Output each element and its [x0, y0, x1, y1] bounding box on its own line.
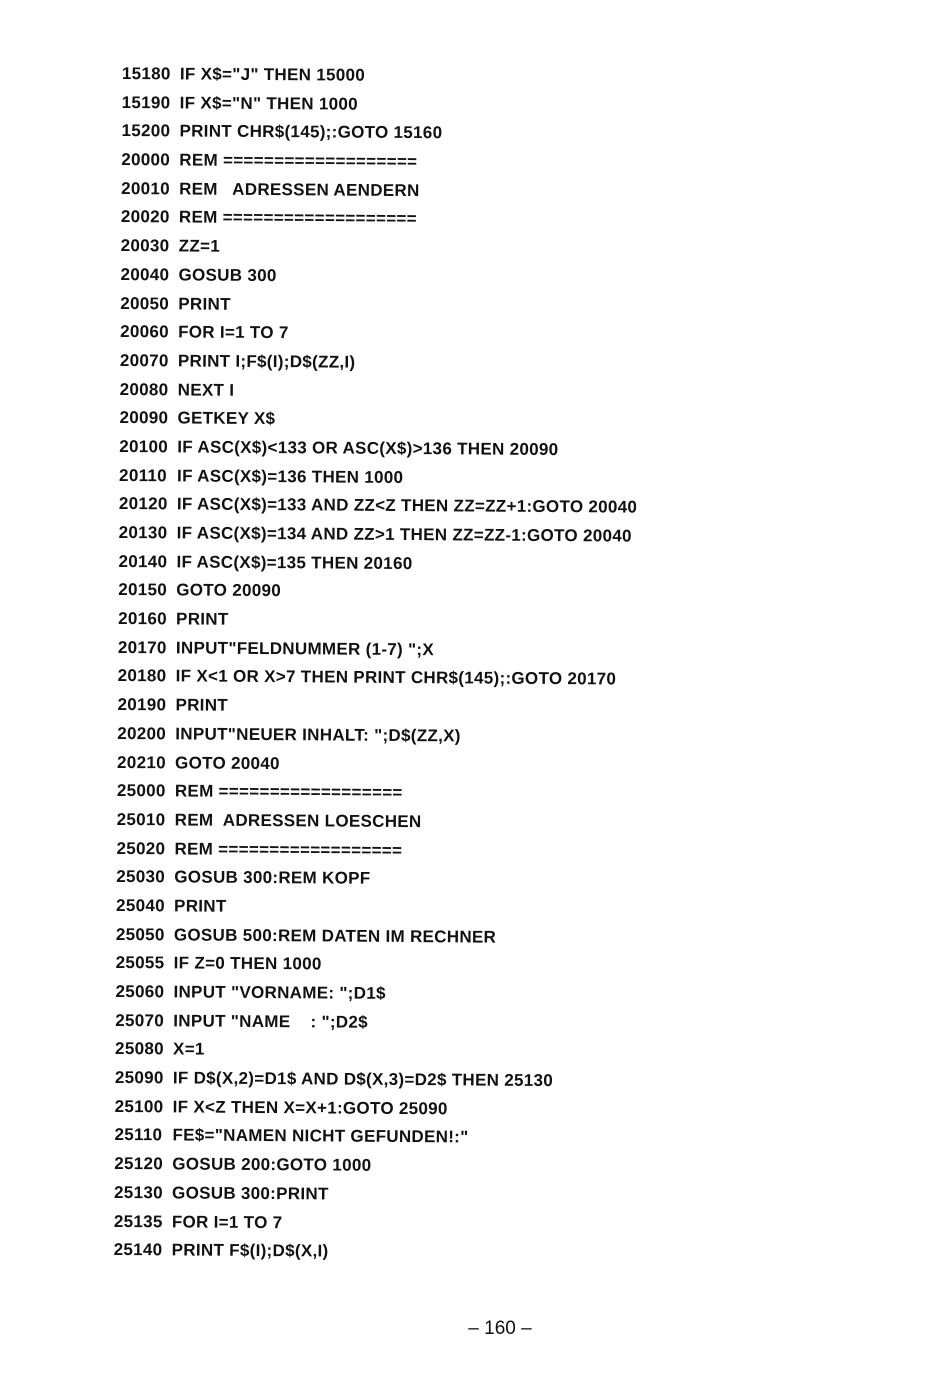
line-number: 25050 [115, 924, 165, 944]
line-number: 20160 [118, 609, 167, 629]
code-line [116, 892, 635, 924]
line-number: 20030 [120, 236, 170, 256]
line-number: 15190 [121, 92, 171, 113]
line-number: 20210 [117, 752, 166, 772]
line-number: 20180 [117, 666, 167, 686]
code-line [117, 748, 636, 780]
line-number: 20060 [120, 322, 169, 342]
line-number: 20070 [119, 350, 169, 371]
statement: GOSUB 300 [178, 265, 277, 285]
statement: IF ASC(X$)=133 AND ZZ<Z THEN ZZ=ZZ+1:GOTO 20040 [176, 494, 638, 517]
page-number: – 160 – [468, 1318, 532, 1339]
line-number: 20000 [121, 150, 171, 170]
line-number: 20080 [119, 379, 169, 399]
code-line [122, 60, 641, 92]
code-line [115, 1035, 634, 1067]
statement: IF ASC(X$)=136 THEN 1000 [177, 466, 404, 487]
statement: FE$="NAMEN NICHT GEFUNDEN!:" [172, 1125, 469, 1147]
line-number: 25030 [116, 867, 166, 887]
statement: REM ================== [174, 781, 403, 803]
code-line [122, 89, 641, 121]
code-line [115, 1007, 634, 1039]
line-number: 25070 [115, 1010, 165, 1031]
line-number: 25120 [114, 1154, 164, 1174]
statement: PRINT [176, 609, 229, 629]
code-line [116, 949, 635, 981]
line-number: 20190 [117, 695, 167, 715]
line-number: 15200 [121, 121, 171, 141]
statement: GOSUB 300:PRINT [172, 1183, 329, 1204]
line-number: 20090 [119, 408, 169, 428]
line-number: 25090 [114, 1068, 164, 1088]
statement: INPUT"FELDNUMMER (1-7) ";X [175, 638, 435, 659]
statement: GOSUB 300:REM KOPF [174, 867, 371, 889]
code-line [116, 921, 635, 953]
statement: PRINT [174, 896, 227, 916]
code-line [118, 576, 637, 608]
code-line [117, 777, 636, 809]
line-number: 25010 [116, 809, 166, 830]
line-number: 20100 [119, 436, 169, 457]
line-number: 20050 [120, 293, 170, 313]
code-line [118, 605, 637, 637]
code-line [121, 117, 640, 149]
code-line [117, 806, 636, 838]
line-number: 20010 [121, 178, 170, 199]
code-line [114, 1236, 633, 1268]
statement: GOSUB 200:GOTO 1000 [172, 1154, 372, 1175]
code-line [116, 863, 635, 895]
code-line [118, 662, 637, 694]
statement: PRINT [175, 695, 229, 715]
line-number: 25060 [115, 981, 165, 1002]
statement: IF ASC(X$)=134 AND ZZ>1 THEN ZZ=ZZ-1:GOTO 20040 [176, 523, 632, 546]
line-number: 20110 [119, 465, 168, 485]
line-number: 25020 [116, 838, 166, 858]
line-number: 20150 [118, 580, 168, 600]
statement: INPUT"NEUER INHALT: ";D$(ZZ,X) [175, 724, 461, 746]
statement: PRINT CHR$(145);:GOTO 15160 [179, 121, 443, 143]
line-number: 20200 [117, 723, 167, 744]
code-line [121, 175, 640, 207]
line-number: 25080 [115, 1039, 164, 1059]
statement: IF X<Z THEN X=X+1:GOTO 25090 [172, 1097, 448, 1119]
statement: GOSUB 500:REM DATEN IM RECHNER [173, 925, 497, 947]
line-number: 20140 [118, 551, 168, 572]
statement: PRINT F$(I);D$(X,I) [171, 1240, 329, 1261]
code-line [120, 289, 639, 321]
code-line [121, 203, 640, 235]
code-line [116, 835, 635, 867]
code-line [114, 1150, 633, 1182]
code-line [119, 519, 638, 551]
statement: IF Z=0 THEN 1000 [173, 953, 322, 974]
statement: REM ================== [174, 838, 403, 860]
statement: ZZ=1 [178, 236, 221, 256]
statement: IF X$="J" THEN 15000 [179, 64, 366, 85]
statement: IF X$="N" THEN 1000 [179, 93, 358, 114]
statement: REM ADRESSEN AENDERN [179, 179, 420, 200]
statement: GOTO 20040 [175, 752, 280, 773]
code-line [120, 376, 639, 408]
line-number: 20130 [118, 522, 168, 543]
statement: IF ASC(X$)=135 THEN 20160 [176, 552, 413, 573]
line-number: 15180 [121, 63, 171, 84]
code-line [120, 347, 639, 379]
statement: FOR I=1 TO 7 [178, 322, 289, 343]
line-number: 25140 [113, 1240, 163, 1260]
statement: FOR I=1 TO 7 [171, 1211, 283, 1232]
code-line [114, 1121, 633, 1153]
statement: REM =================== [179, 150, 418, 172]
line-number: 25135 [113, 1211, 163, 1231]
code-line [117, 720, 636, 752]
line-number: 25000 [116, 781, 166, 801]
code-line [118, 634, 637, 666]
line-number: 25100 [114, 1096, 164, 1117]
statement: INPUT "NAME : ";D2$ [173, 1011, 368, 1032]
statement: REM =================== [178, 207, 417, 229]
code-line [119, 490, 638, 522]
statement: GOTO 20090 [176, 580, 282, 601]
statement: IF D$(X,2)=D1$ AND D$(X,3)=D2$ THEN 25130 [172, 1068, 554, 1091]
code-line [117, 691, 636, 723]
statement: PRINT [178, 293, 231, 314]
line-number: 20040 [120, 264, 170, 285]
code-line [119, 433, 638, 465]
code-line [121, 232, 640, 264]
line-number: 20170 [117, 637, 167, 658]
statement: IF X<1 OR X>7 THEN PRINT CHR$(145);:GOTO 20170 [175, 666, 617, 689]
statement: REM ADRESSEN LOESCHEN [174, 810, 422, 831]
basic-program-listing [114, 60, 641, 1268]
code-line [120, 318, 639, 350]
code-line [115, 978, 634, 1010]
line-number: 20020 [120, 207, 170, 227]
statement: IF ASC(X$)<133 OR ASC(X$)>136 THEN 20090 [177, 437, 559, 459]
line-number: 25130 [114, 1182, 163, 1203]
statement: NEXT I [177, 379, 235, 400]
code-line [115, 1064, 634, 1096]
line-number: 25110 [114, 1125, 163, 1145]
line-number: 25040 [116, 895, 165, 916]
statement: PRINT I;F$(I);D$(ZZ,I) [177, 351, 356, 372]
code-line [120, 261, 639, 293]
code-line [114, 1179, 633, 1211]
code-line [121, 146, 640, 178]
line-number: 25055 [115, 953, 165, 973]
statement: GETKEY X$ [177, 408, 276, 429]
code-line [119, 462, 638, 494]
code-line [114, 1207, 633, 1239]
statement: INPUT "VORNAME: ";D1$ [173, 982, 386, 1003]
code-line [115, 1093, 634, 1125]
code-line [119, 404, 638, 436]
line-number: 20120 [118, 494, 168, 514]
code-line [118, 548, 637, 580]
statement: X=1 [173, 1039, 205, 1059]
